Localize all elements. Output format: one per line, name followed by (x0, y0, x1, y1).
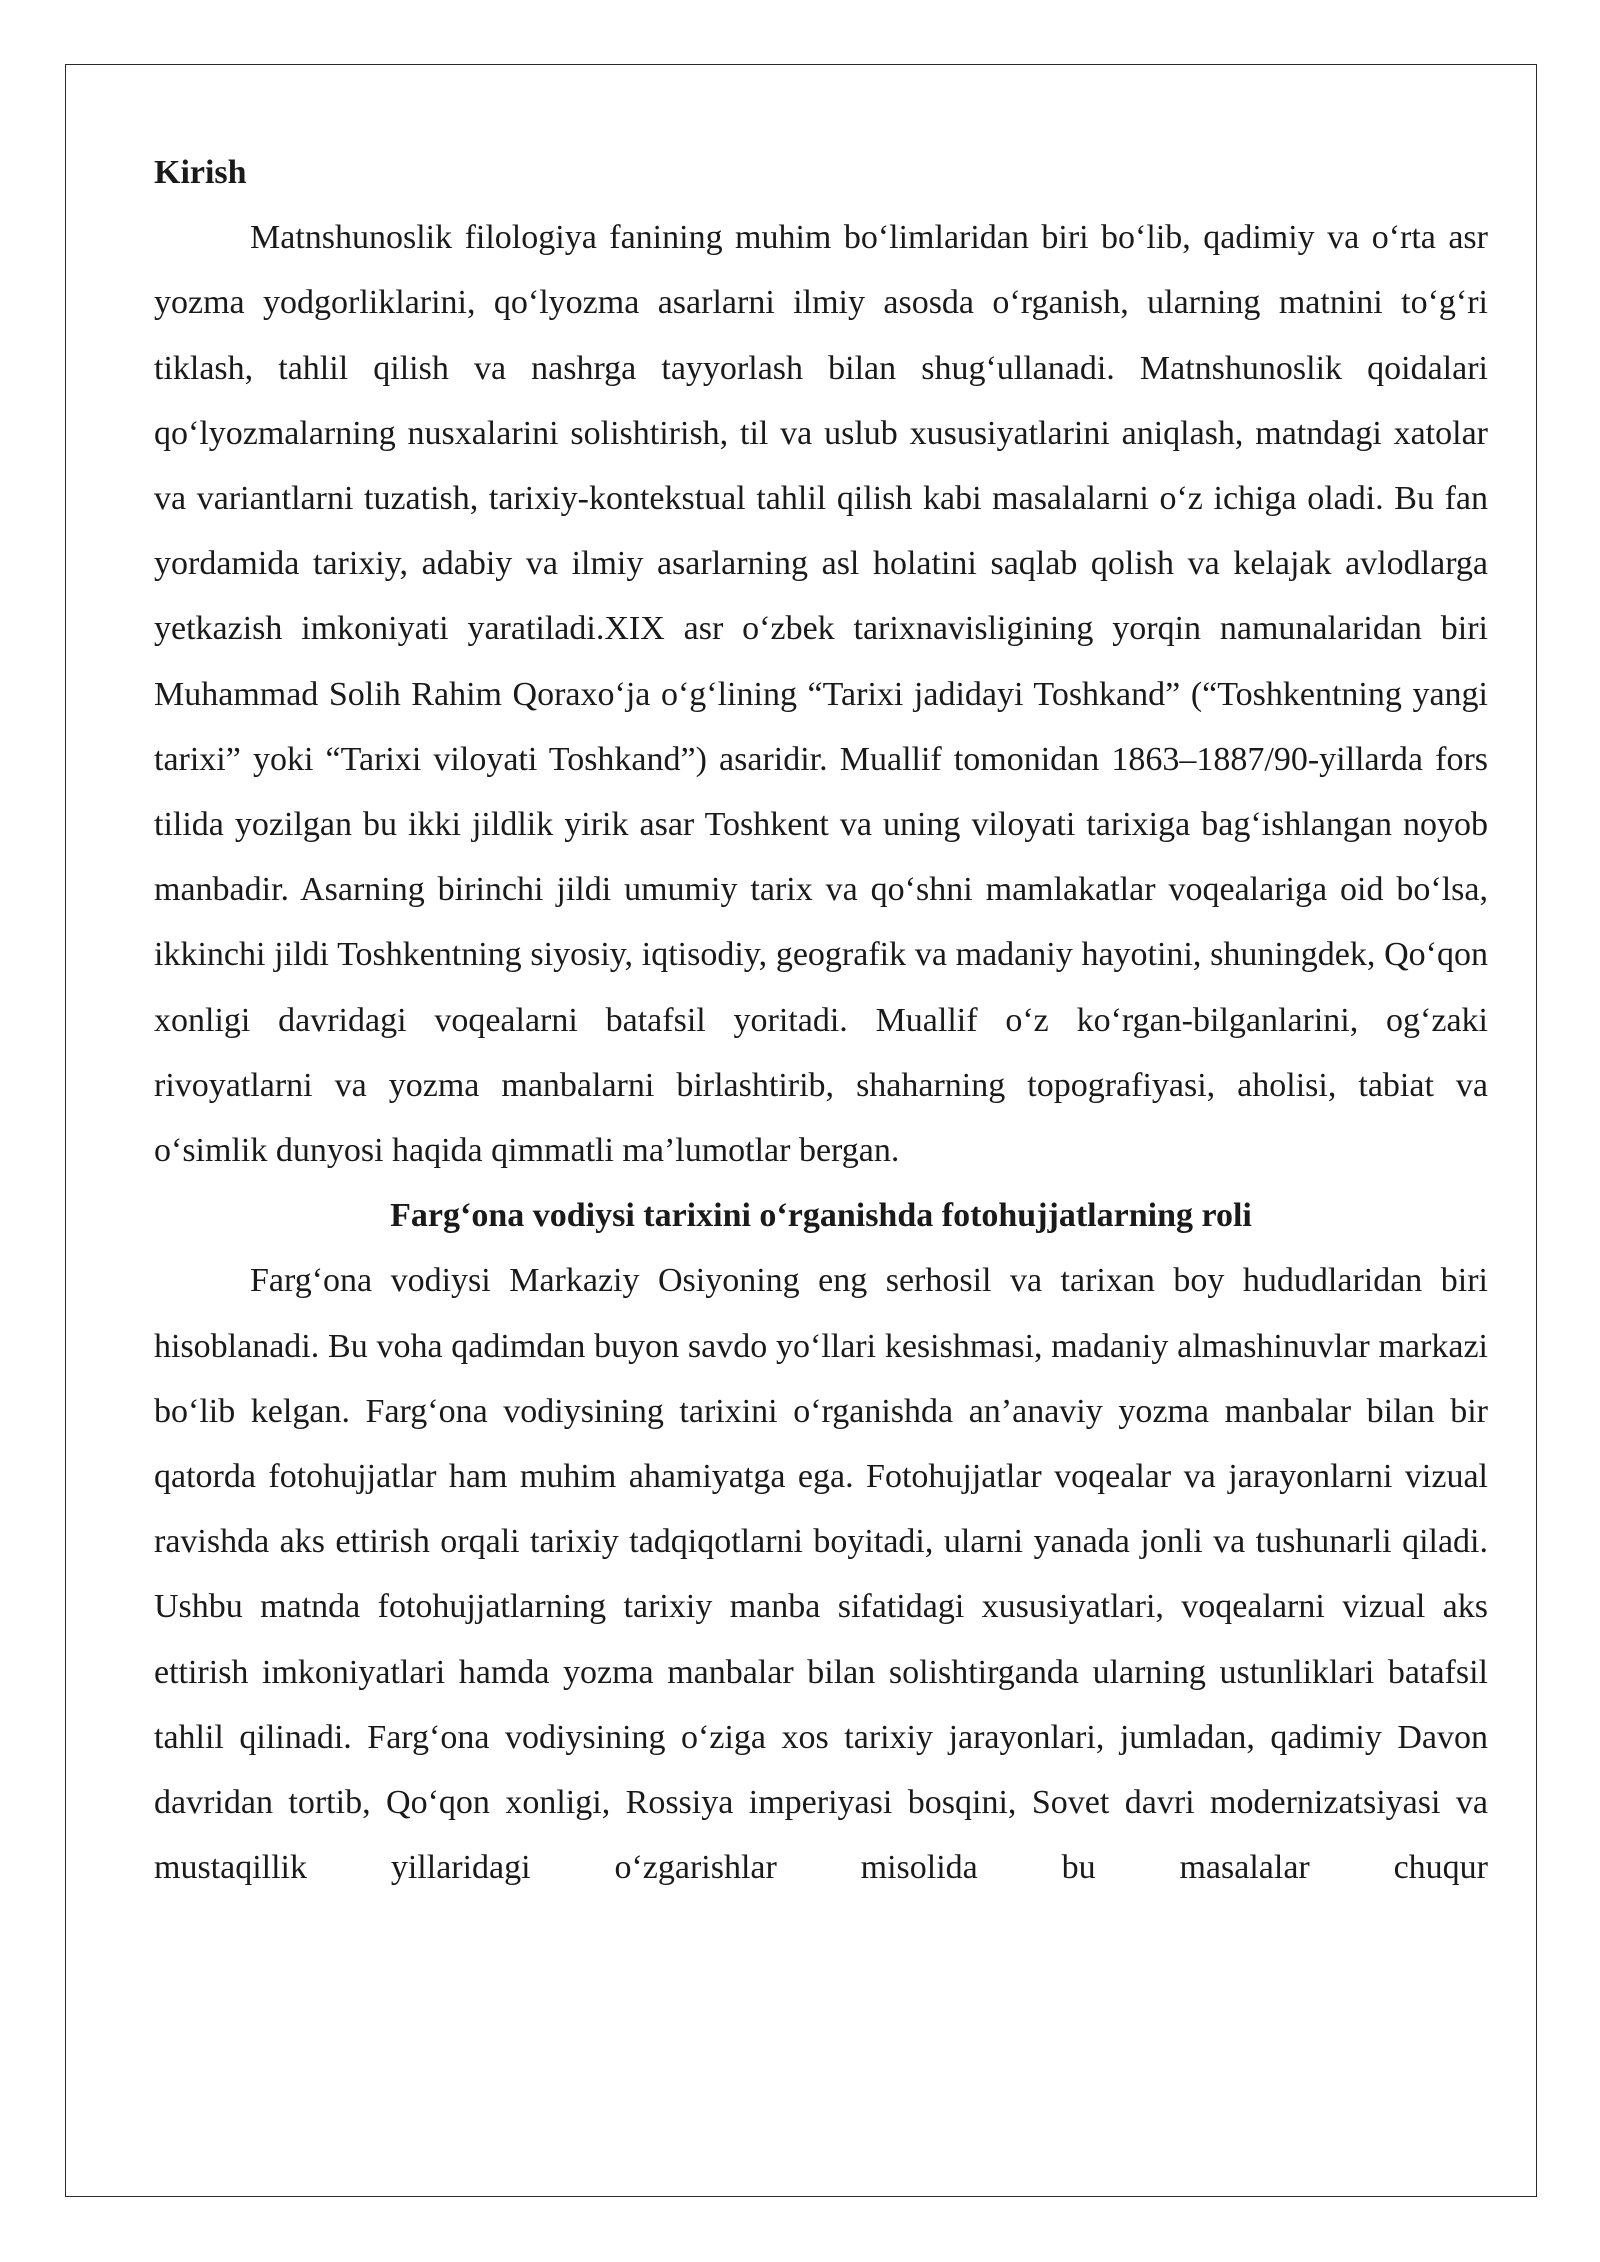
fergana-paragraph: Farg‘ona vodiysi Markaziy Osiyoning eng serhosil va tarixan boy hududlaridan biri hisoblanadi. Bu voha qadimdan buyon savdo yo‘llari kesishmasi, madaniy almashinuvlar markazi bo‘lib kelgan. Farg‘ona vodiysining tarixini o‘rganishda an’anaviy yozma manbalar bilan bir qatorda fotohujjatlar ham muhim ahamiyatga ega. Fotohujjatlar voqealar va jarayonlarni vizual ravishda aks ettirish orqali tarixiy tadqiqotlarni boyitadi, ularni yanada jonli va tushunarli qiladi. Ushbu matnda fotohujjatlarning tarixiy manba sifatidagi xususiyatlari, voqealarni vizual aks ettirish imkoniyatlari hamda yozma manbalar bilan solishtirganda ularning ustunliklari batafsil tahlil qilinadi. Farg‘ona vodiysining o‘ziga xos tarixiy jarayonlari, jumladan, qadimiy Davon davridan tortib, Qo‘qon xonligi, Rossiya imperiyasi bosqini, Sovet davri modernizatsiyasi va mustaqillik yillaridagi o‘zgarishlar misolida bu masalalar chuqur (154, 1262, 1488, 1887)
section-heading-kirish: Kirish (154, 154, 247, 191)
section-heading-fergana: Farg‘ona vodiysi tarixini o‘rganishda fotohujjatlarning roli (390, 1197, 1252, 1235)
intro-paragraph: Matnshunoslik filologiya fanining muhim bo‘limlaridan biri bo‘lib, qadimiy va o‘rta asr yozma yodgorliklarini, qo‘lyozma asarlarni ilmiy asosda o‘rganish, ularning matnini to‘g‘ri tiklash, tahlil qilish va nashrga tayyorlash bilan shug‘ullanadi. Matnshunoslik qoidalari qo‘lyozmalarning nusxalarini solishtirish, til va uslub xususiyatlarini aniqlash, matndagi xatolar va variantlarni tuzatish, tarixiy-kontekstual tahlil qilish kabi masalalarni o‘z ichiga oladi. Bu fan yordamida tarixiy, adabiy va ilmiy asarlarning asl holatini saqlab qolish va kelajak avlodlarga yetkazish imkoniyati yaratiladi.XIX asr o‘zbek tarixnavisligining yorqin namunalaridan biri Muhammad Solih Rahim Qoraxo‘ja o‘g‘lining “Tarixi jadidayi Toshkand” (“Toshkentning yangi tarixi” yoki “Tarixi viloyati Toshkand”) asaridir. Muallif tomonidan 1863–1887/90-yillarda fors tilida yozilgan bu ikki jildlik yirik asar Toshkent va uning viloyati tarixiga bag‘ishlangan noyob manbadir. Asarning birinchi jildi umumiy tarix va qo‘shni mamlakatlar voqealariga oid bo‘lsa, ikkinchi jildi Toshkentning siyosiy, iqtisodiy, geografik va madaniy hayotini, shuningdek, Qo‘qon xonligi davridagi voqealarni batafsil yoritadi. Muallif o‘z ko‘rgan-bilganlarini, og‘zaki rivoyatlarni va yozma manbalarni birlashtirib, shaharning topografiyasi, aholisi, tabiat va o‘simlik dunyosi haqida qimmatli ma’lumotlar bergan. (154, 219, 1488, 1170)
document-body (154, 140, 1488, 1900)
